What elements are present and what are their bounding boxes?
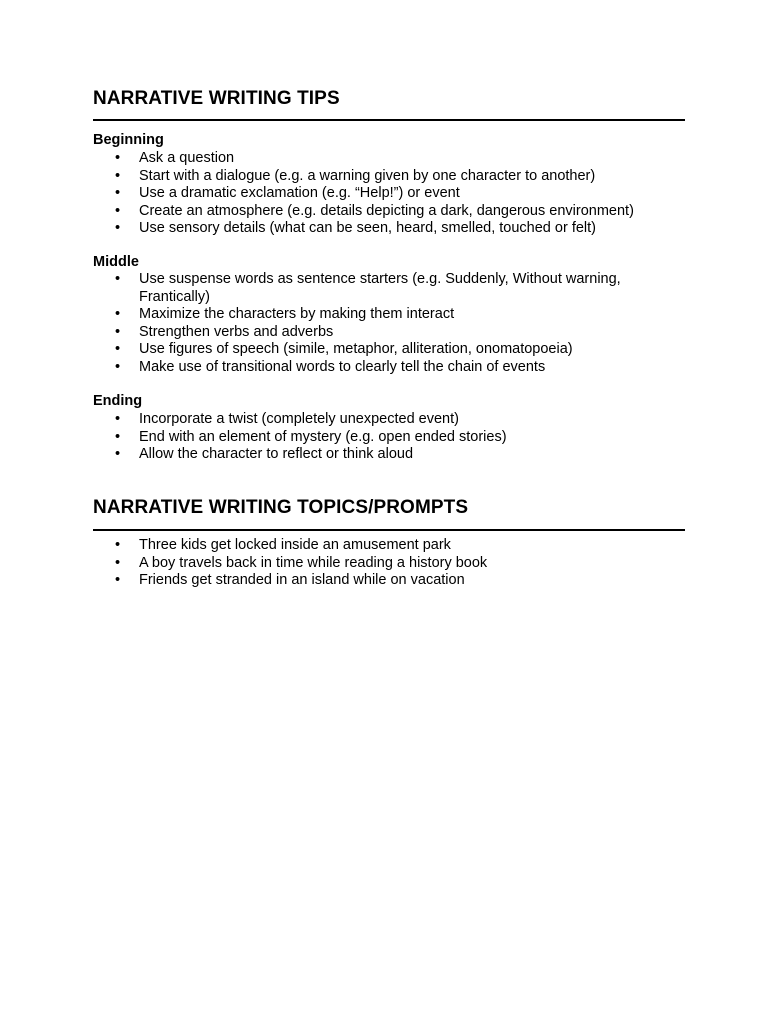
- list-item: • Start with a dialogue (e.g. a warning given by one character to another): [115, 167, 596, 184]
- list-item: • Allow the character to reflect or think aloud: [115, 446, 414, 462]
- bullet-icon: •: [115, 537, 121, 553]
- list-item: • Use sensory details (what can be seen, heard, smelled, touched or felt): [115, 220, 596, 236]
- middle-list: [93, 271, 685, 376]
- list-item: • Incorporate a twist (completely unexpected event): [115, 411, 459, 427]
- list-item: • Use suspense words as sentence starters (e.g. Suddenly, Without warning, Frantically): [115, 271, 621, 305]
- bullet-icon: •: [115, 306, 121, 322]
- bullet-icon: •: [115, 358, 121, 375]
- bullet-icon: •: [115, 446, 121, 462]
- section-heading-ending: Ending: [93, 393, 143, 409]
- list-item: • Create an atmosphere (e.g. details depicting a dark, dangerous environment): [115, 202, 634, 219]
- ending-list: [93, 411, 685, 464]
- bullet-icon: •: [115, 341, 121, 357]
- tips-title-rule: [93, 119, 685, 121]
- section-heading-beginning: Beginning: [93, 132, 164, 148]
- bullet-icon: •: [115, 167, 121, 184]
- list-item: • Make use of transitional words to clearly tell the chain of events: [115, 358, 546, 375]
- prompts-title-rule: [93, 529, 685, 531]
- list-item: • Use a dramatic exclamation (e.g. “Help!”) or event: [115, 185, 460, 201]
- prompts-title: NARRATIVE WRITING TOPICS/PROMPTS: [93, 497, 469, 518]
- bullet-icon: •: [115, 271, 121, 287]
- list-item: • Use figures of speech (simile, metaphor, alliteration, onomatopoeia): [115, 341, 573, 357]
- list-item: • Three kids get locked inside an amusement park: [115, 537, 451, 553]
- section-heading-middle: Middle: [93, 254, 139, 270]
- bullet-icon: •: [115, 150, 121, 166]
- bullet-icon: •: [115, 428, 121, 445]
- list-item: • A boy travels back in time while reading a history book: [115, 554, 488, 571]
- beginning-list: [93, 150, 685, 238]
- bullet-icon: •: [115, 411, 121, 427]
- bullet-icon: •: [115, 323, 121, 340]
- prompts-list: [93, 537, 685, 590]
- tips-title: NARRATIVE WRITING TIPS: [93, 88, 340, 109]
- list-item: • Ask a question: [115, 150, 235, 166]
- list-item: • Friends get stranded in an island while on vacation: [115, 572, 465, 588]
- list-item: • Strengthen verbs and adverbs: [115, 323, 334, 340]
- bullet-icon: •: [115, 220, 121, 236]
- bullet-icon: •: [115, 202, 121, 219]
- list-item: • Maximize the characters by making them interact: [115, 306, 455, 322]
- bullet-icon: •: [115, 554, 121, 571]
- bullet-icon: •: [115, 572, 121, 588]
- list-item: • End with an element of mystery (e.g. open ended stories): [115, 428, 507, 445]
- bullet-icon: •: [115, 185, 121, 201]
